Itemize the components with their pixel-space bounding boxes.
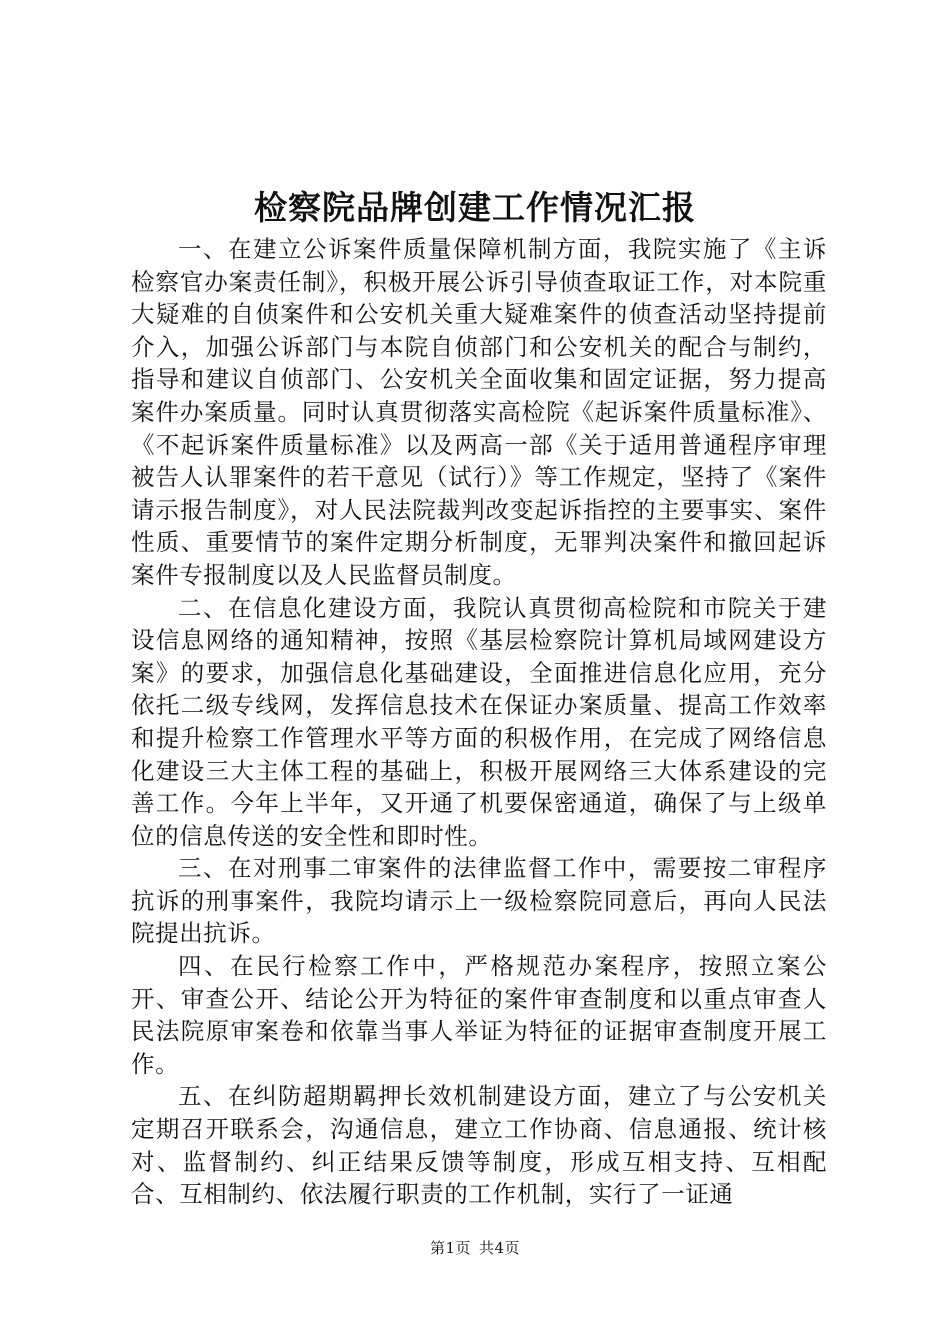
page-footer [0, 1238, 950, 1258]
document-body [131, 233, 827, 1211]
paragraph-2: 二、在信息化建设方面，我院认真贯彻高检院和市院关于建设信息网络的通知精神，按照《基层检察院计算机局域网建设方案》的要求，加强信息化基础建设，全面推进信息化应用，充分依托二级专线网，发挥信息技术在保证办案质量、提高工作效率和提升检察工作管理水平等方面的积极作用，在完成了网络信息化建设三大主体工程的基础上，积极开展网络三大体系建设的完善工作。今年上半年，又开通了机要保密通道，确保了与上级单位的信息传送的安全性和即时性。 [131, 593, 827, 850]
page-number: 第1页 [429, 1239, 471, 1257]
paragraph-1: 一、在建立公诉案件质量保障机制方面，我院实施了《主诉检察官办案责任制》，积极开展公诉引导侦查取证工作，对本院重大疑难的自侦案件和公安机关重大疑难案件的侦查活动坚持提前介入，加强公诉部门与本院自侦部门和公安机关的配合与制约，指导和建议自侦部门、公安机关全面收集和固定证据，努力提高案件办案质量。同时认真贯彻落实高检院《起诉案件质量标准》、《不起诉案件质量标准》以及两高一部《关于适用普通程序审理被告人认罪案件的若干意见（试行）》等工作规定，坚持了《案件请示报告制度》，对人民法院裁判改变起诉指控的主要事实、案件性质、重要情节的案件定期分析制度，无罪判决案件和撤回起诉案件专报制度以及人民监督员制度。 [131, 235, 827, 589]
paragraph-4: 四、在民行检察工作中，严格规范办案程序，按照立案公开、审查公开、结论公开为特征的案件审查制度和以重点审查人民法院原审案卷和依靠当事人举证为特征的证据审查制度开展工作。 [131, 952, 827, 1078]
paragraph-5: 五、在纠防超期羁押长效机制建设方面，建立了与公安机关定期召开联系会，沟通信息，建立工作协商、信息通报、统计核对、监督制约、纠正结果反馈等制度，形成互相支持、互相配合、互相制约、依法履行职责的工作机制，实行了一证通 [131, 1082, 827, 1209]
document-title: 检察院品牌创建工作情况汇报 [254, 188, 696, 227]
page-total: 共4页 [479, 1239, 521, 1257]
paragraph-3: 三、在对刑事二审案件的法律监督工作中，需要按二审程序抗诉的刑事案件，我院均请示上一级检察院同意后，再向人民法院提出抗诉。 [131, 854, 827, 948]
